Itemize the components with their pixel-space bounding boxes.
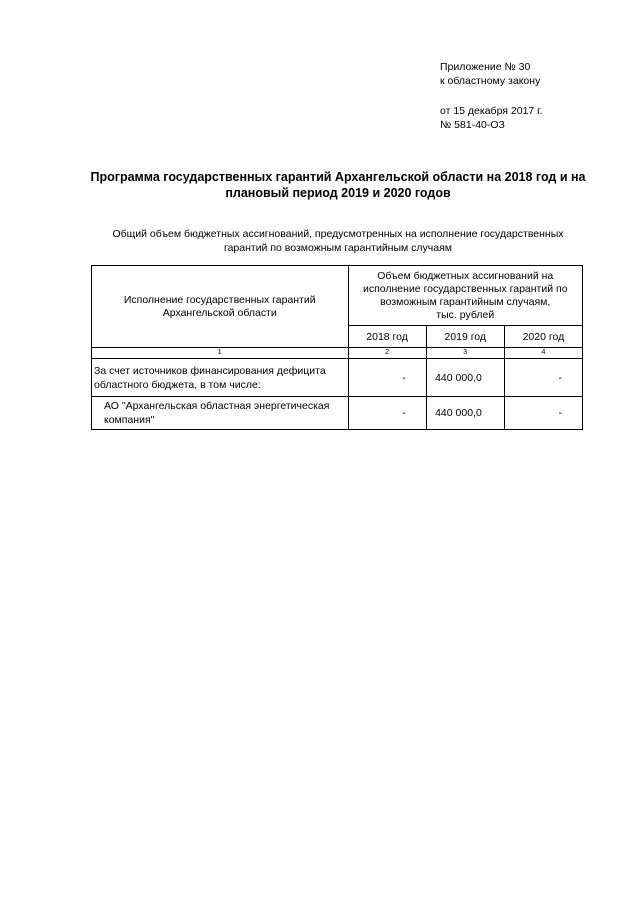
value-2019: 440 000,0 (426, 397, 504, 430)
guarantees-table (91, 265, 583, 430)
appendix-law-number: № 581-40-ОЗ (440, 119, 505, 131)
row-label-line-1: АО "Архангельская областная энергетическая (104, 400, 330, 412)
value-2018: - (348, 359, 426, 397)
document-title-line-1: Программа государственных гарантий Архангельской области на 2018 год и на (90, 170, 586, 184)
table-caption-line-1: Общий объем бюджетных ассигнований, предусмотренных на исполнение государственных (112, 228, 564, 240)
column-index-3: 3 (426, 348, 504, 359)
header-execution-line-2: Архангельской области (162, 306, 277, 319)
header-execution (92, 266, 349, 348)
column-index-1: 1 (92, 348, 349, 359)
appendix-reference (440, 60, 543, 132)
document-title-line-2: плановый период 2019 и 2020 годов (225, 186, 451, 200)
year-2020-header: 2020 год (504, 326, 582, 348)
row-label-line-2: областного бюджета, в том числе: (94, 378, 261, 391)
row-label (92, 359, 349, 397)
header-allocations-line-2: исполнение государственных гарантий по (362, 282, 568, 295)
appendix-date: от 15 декабря 2017 г. (440, 105, 543, 117)
row-label-line-2: компания" (104, 414, 155, 426)
year-2019-header: 2019 год (426, 326, 504, 348)
value-2020: - (504, 359, 582, 397)
header-allocations-line-4: тыс. рублей (436, 308, 495, 321)
appendix-number: Приложение № 30 (440, 61, 531, 73)
value-2019: 440 000,0 (426, 359, 504, 397)
appendix-law: к областному закону (440, 75, 541, 87)
value-2018: - (348, 397, 426, 430)
header-allocations-line-1: Объем бюджетных ассигнований на (377, 269, 554, 282)
header-execution-line-1: Исполнение государственных гарантий (123, 293, 316, 306)
row-label-line-1: За счет источников финансирования дефицита (94, 364, 326, 377)
year-2018-header: 2018 год (348, 326, 426, 348)
header-allocations (348, 266, 583, 326)
value-2020: - (504, 397, 582, 430)
table-caption-line-2: гарантий по возможным гарантийным случаям (223, 242, 453, 254)
table-row (92, 397, 583, 430)
document-title (90, 169, 586, 201)
header-allocations-line-3: возможным гарантийным случаям, (380, 295, 551, 308)
table-caption (96, 227, 580, 255)
column-index-2: 2 (348, 348, 426, 359)
column-index-4: 4 (504, 348, 582, 359)
row-label (92, 397, 349, 430)
table-row (92, 359, 583, 397)
